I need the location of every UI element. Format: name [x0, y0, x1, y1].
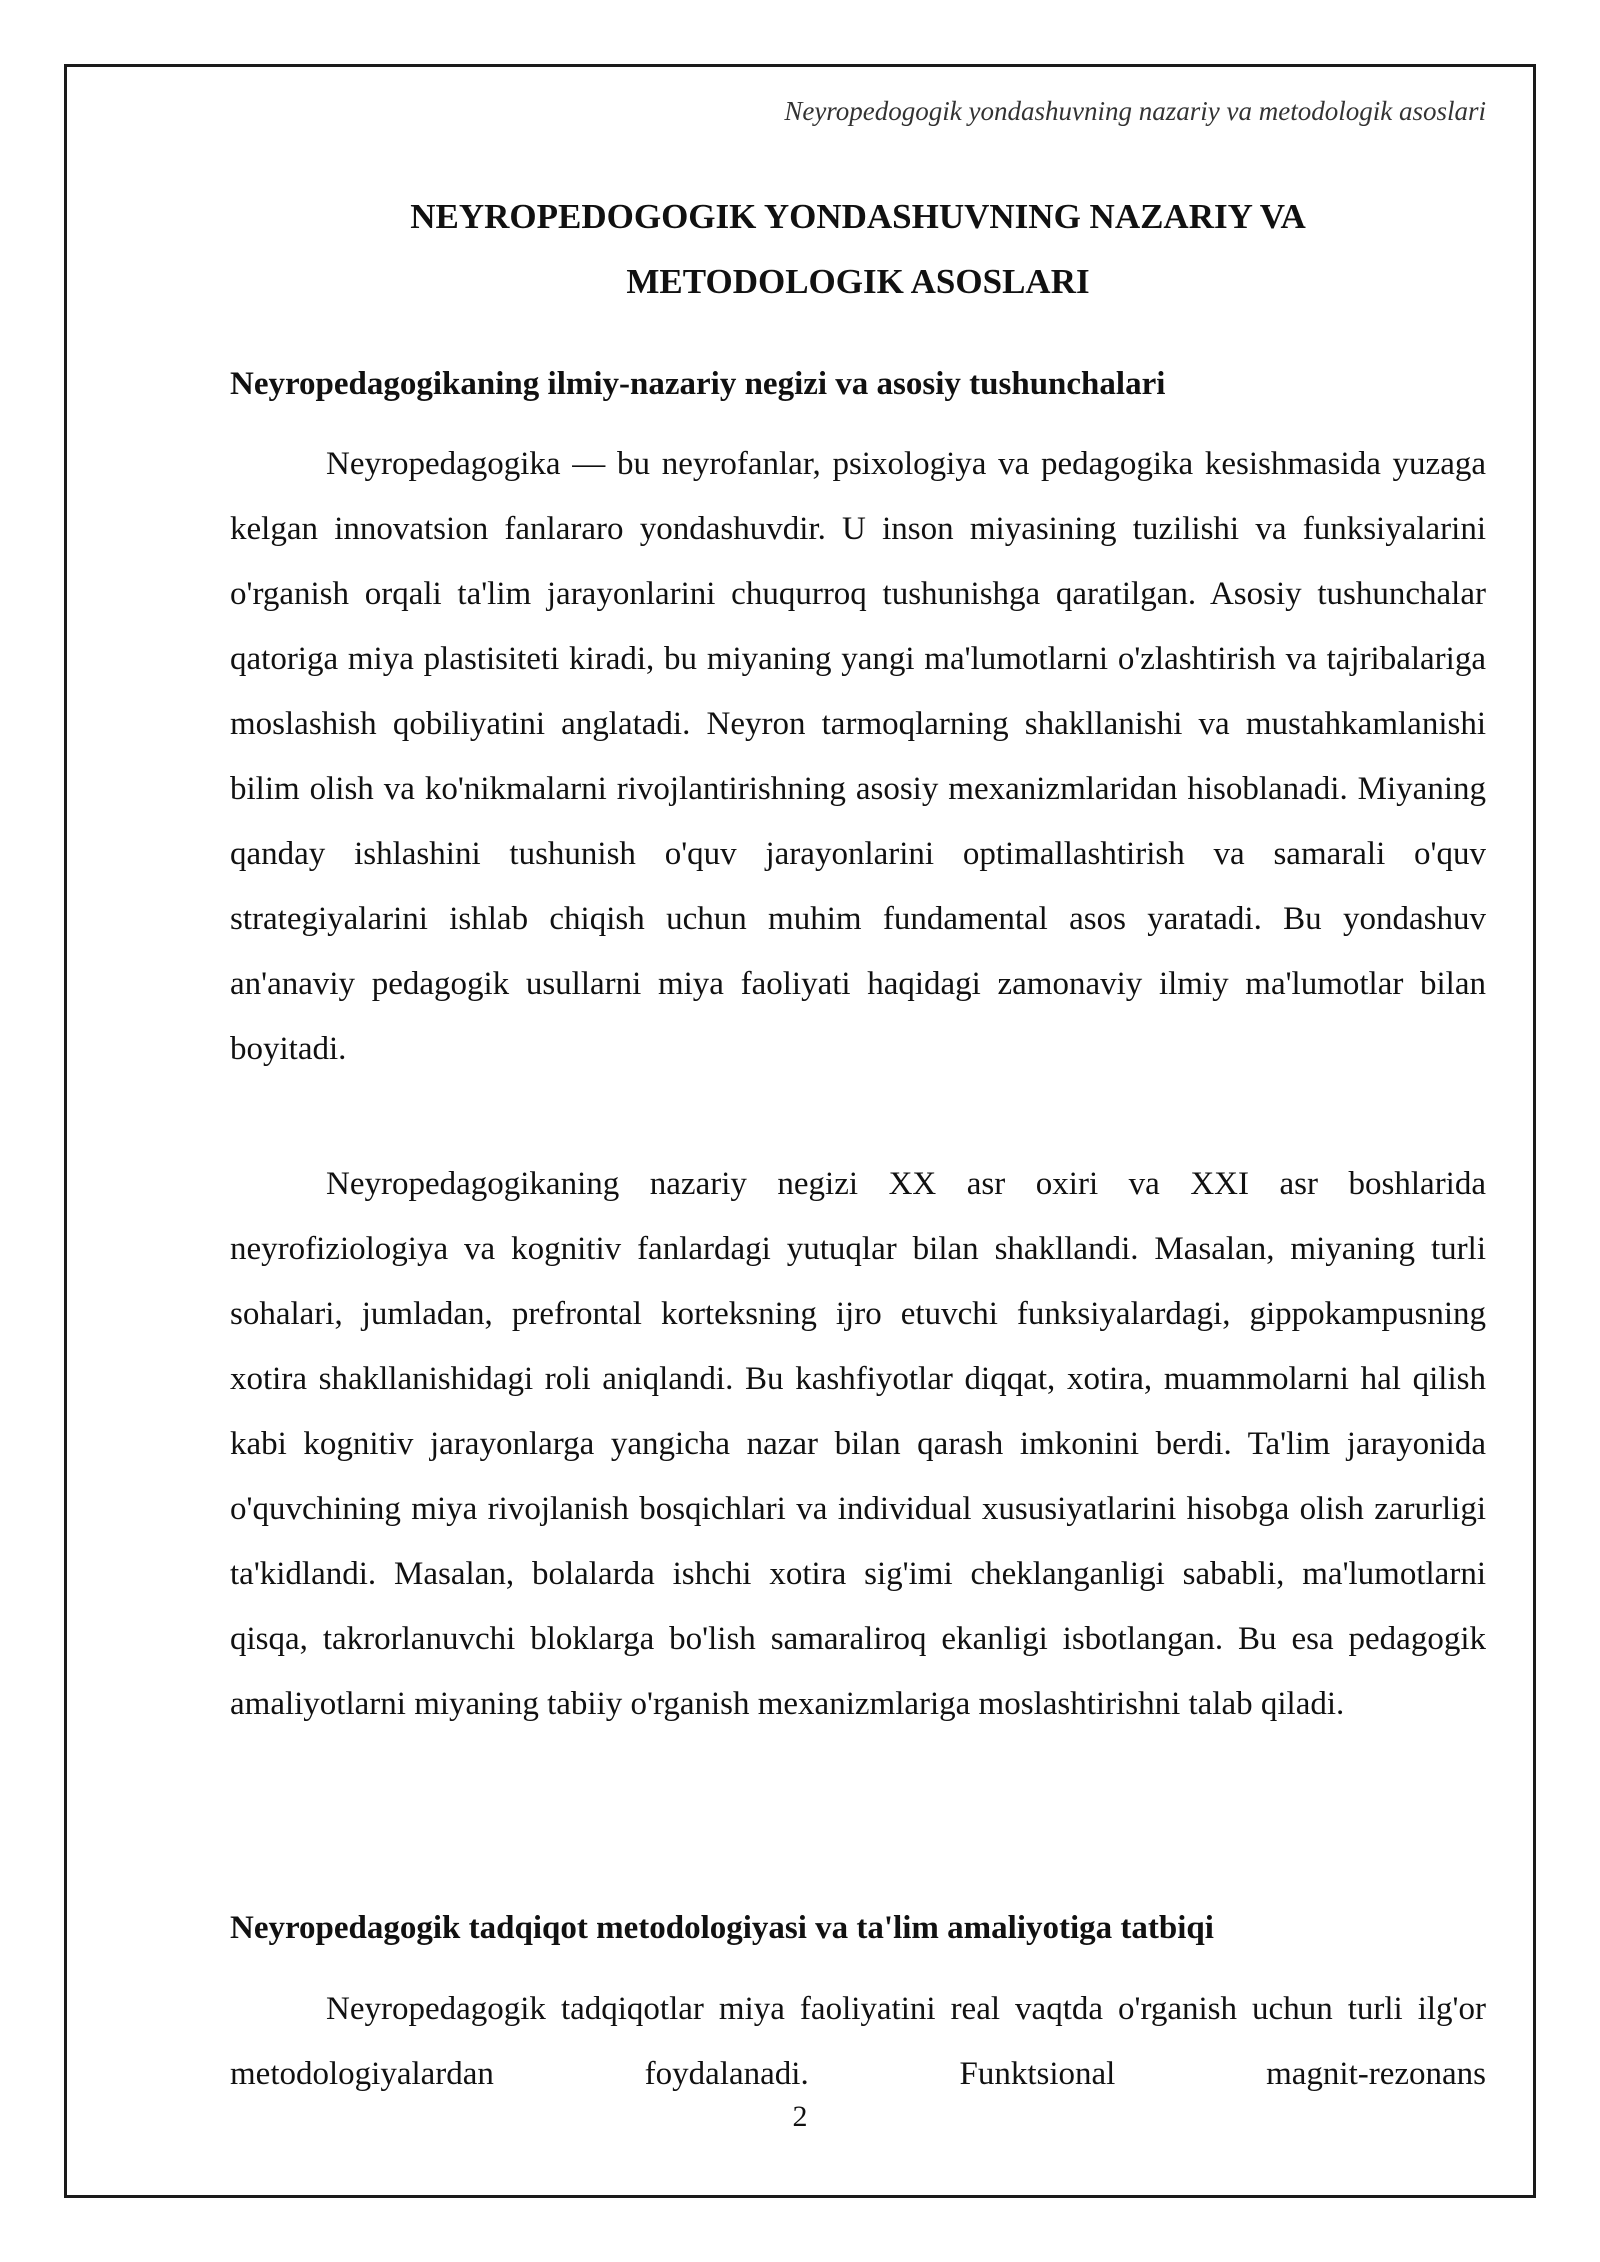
- running-header: Neyropedogogik yondashuvning nazariy va metodologik asoslari: [784, 96, 1486, 126]
- document-title: [230, 184, 1486, 314]
- document-title-line-2: METODOLOGIK ASOSLARI: [626, 262, 1090, 301]
- paragraph-2: Neyropedagogikaning nazariy negizi XX asr oxiri va XXI asr boshlarida neyrofiziologiya va kognitiv fanlardagi yutuqlar bilan shakllandi. Masalan, miyaning turli sohalari, jumladan, prefrontal korteksning ijro etuvchi funksiyalardagi, gippokampusning xotira shakllanishidagi roli aniqlandi. Bu kashfiyotlar diqqat, xotira, muammolarni hal qilish kabi kognitiv jarayonlarga yangicha nazar bilan qarash imkonini berdi. Ta'lim jarayonida o'quvchining miya rivojlanish bosqichlari va individual xususiyatlarini hisobga olish zarurligi ta'kidlandi. Masalan, bolalarda ishchi xotira sig'imi cheklanganligi sababli, ma'lumotlarni qisqa, takrorlanuvchi bloklarga bo'lish samaraliroq ekanligi isbotlangan. Bu esa pedagogik amaliyotlarni miyaning tabiiy o'rganish mexanizmlariga moslashtirishni talab qiladi.: [230, 1166, 1486, 1722]
- paragraph-1: Neyropedagogika — bu neyrofanlar, psixologiya va pedagogika kesishmasida yuzaga kelgan innovatsion fanlararo yondashuvdir. U inson miyasining tuzilishi va funksiyalarini o'rganish orqali ta'lim jarayonlarini chuqurroq tushunishga qaratilgan. Asosiy tushunchalar qatoriga miya plastisiteti kiradi, bu miyaning yangi ma'lumotlarni o'zlashtirish va tajribalariga moslashish qobiliyatini anglatadi. Neyron tarmoqlarning shakllanishi va mustahkamlanishi bilim olish va ko'nikmalarni rivojlantirishning asosiy mexanizmlaridan hisoblanadi. Miyaning qanday ishlashini tushunish o'quv jarayonlarini optimallashtirish va samarali o'quv strategiyalarini ishlab chiqish uchun muhim fundamental asos yaratadi. Bu yondashuv an'anaviy pedagogik usullarni miya faoliyati haqidagi zamonaviy ilmiy ma'lumotlar bilan boyitadi.: [230, 446, 1486, 1067]
- section-heading-1: Neyropedagogikaning ilmiy-nazariy negizi va asosiy tushunchalari: [230, 366, 1166, 402]
- paragraph-3: Neyropedagogik tadqiqotlar miya faoliyatini real vaqtda o'rganish uchun turli ilg'or metodologiyalardan foydalanadi. Funktsional magnit-rezonans: [230, 1991, 1486, 2092]
- section-heading-2: Neyropedagogik tadqiqot metodologiyasi va ta'lim amaliyotiga tatbiqi: [230, 1910, 1214, 1946]
- document-title-line-1: NEYROPEDOGOGIK YONDASHUVNING NAZARIY VA: [410, 197, 1306, 236]
- page-number: 2: [792, 2100, 808, 2133]
